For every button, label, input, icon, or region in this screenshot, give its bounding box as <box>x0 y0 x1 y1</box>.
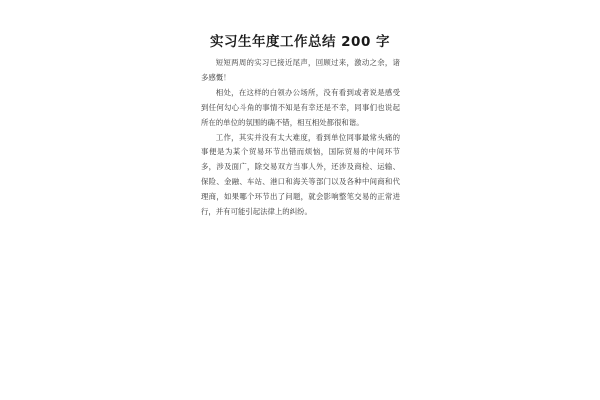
paragraph-work: 工作，其实并没有太大难度，看到单位同事最常头痛的事便是为某个贸易环节出错而烦恼，国际贸易的中间环节多，涉及面广，除交易双方当事人外，还涉及商检、运输、保险、金融、车站、港口和海关等部门以及各种中间商和代理商，如果哪个环节出了问题，就会影响整笔交易的正常进行，并有可能引起法律上的纠纷。 <box>201 132 400 217</box>
document-title: 实习生年度工作总结 200 字 <box>209 34 391 50</box>
paragraph-relationships: 相处，在这样的白领办公场所，没有看到或者说是感受到任何勾心斗角的事情不知是有幸还是不幸，同事们也说起所在的单位的氛围的确不错，相互相处都很和谐。 <box>201 87 400 127</box>
document-body <box>201 56 400 220</box>
paragraph-intro: 短短两周的实习已接近尾声，回顾过来，激动之余，诸多感慨！ <box>201 58 400 82</box>
